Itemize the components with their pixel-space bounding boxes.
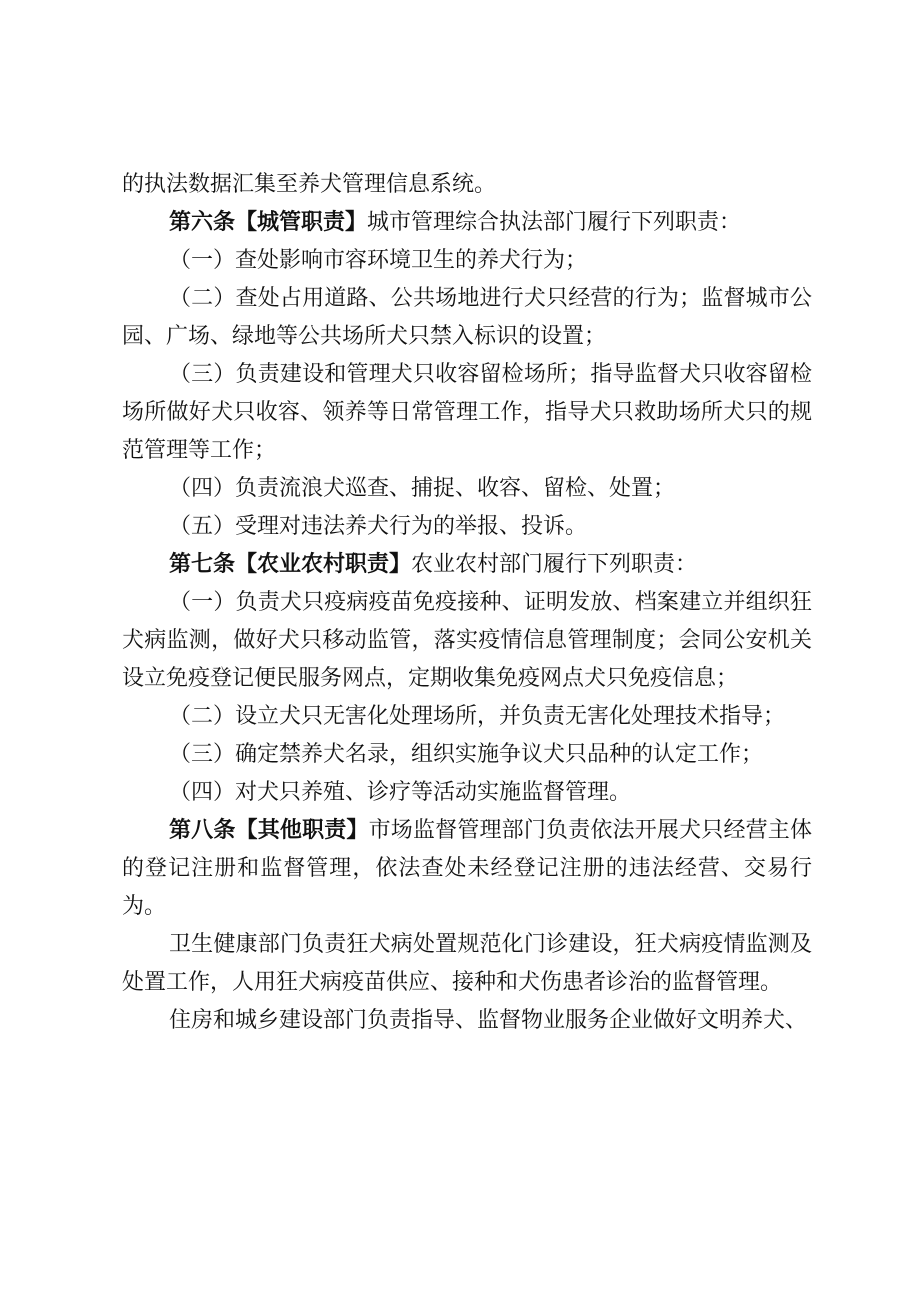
article-6-item-4: （四）负责流浪犬巡查、捕捉、收容、留检、处置； <box>169 476 676 501</box>
article-6-paragraph <box>122 204 812 242</box>
article-7-paragraph <box>122 546 812 584</box>
continuation-paragraph: 的执法数据汇集至养犬管理信息系统。 <box>122 172 497 197</box>
article-6-intro: 城市管理综合执法部门履行下列职责： <box>367 210 742 235</box>
article-6-item-5: （五）受理对违法养犬行为的举报、投诉。 <box>169 514 588 539</box>
article-6-item-3: （三）负责建设和管理犬只收容留检场所；指导监督犬只收容留检场所做好犬只收容、领养等日常管理工作，指导犬只救助场所犬只的规范管理等工作； <box>122 362 812 463</box>
article-7-item-1: （一）负责犬只疫病疫苗免疫接种、证明发放、档案建立并组织狂犬病监测，做好犬只移动监管，落实疫情信息管理制度；会同公安机关设立免疫登记便民服务网点，定期收集免疫网点犬只免疫信息； <box>122 590 812 691</box>
article-7-item-2: （二）设立犬只无害化处理场所，并负责无害化处理技术指导； <box>169 704 786 729</box>
article-6-item-2: （二）查处占用道路、公共场地进行犬只经营的行为；监督城市公园、广场、绿地等公共场所犬只禁入标识的设置； <box>122 286 812 349</box>
article-8-paragraph <box>122 812 812 926</box>
article-7-intro: 农业农村部门履行下列职责： <box>411 552 698 577</box>
article-8-intro: 市场监督管理部门负责依法开展犬只经营主体的登记注册和监督管理，依法查处未经登记注册的违法经营、交易行为。 <box>122 818 812 919</box>
article-8-heading: 第八条【其他职责】 <box>169 818 369 843</box>
article-8-health-paragraph: 卫生健康部门负责狂犬病处置规范化门诊建设，狂犬病疫情监测及处置工作，人用狂犬病疫苗供应、接种和犬伤患者诊治的监督管理。 <box>122 932 812 995</box>
article-6-heading: 第六条【城管职责】 <box>169 210 368 235</box>
article-8-housing-paragraph: 住房和城乡建设部门负责指导、监督物业服务企业做好文明养犬、 <box>169 1008 808 1033</box>
article-7-item-3: （三）确定禁养犬名录，组织实施争议犬只品种的认定工作； <box>169 742 764 767</box>
article-7-item-4: （四）对犬只养殖、诊疗等活动实施监督管理。 <box>169 780 632 805</box>
article-6-item-1: （一）查处影响市容环境卫生的养犬行为； <box>169 248 588 273</box>
document-page <box>122 166 812 1040</box>
article-7-heading: 第七条【农业农村职责】 <box>169 552 412 577</box>
